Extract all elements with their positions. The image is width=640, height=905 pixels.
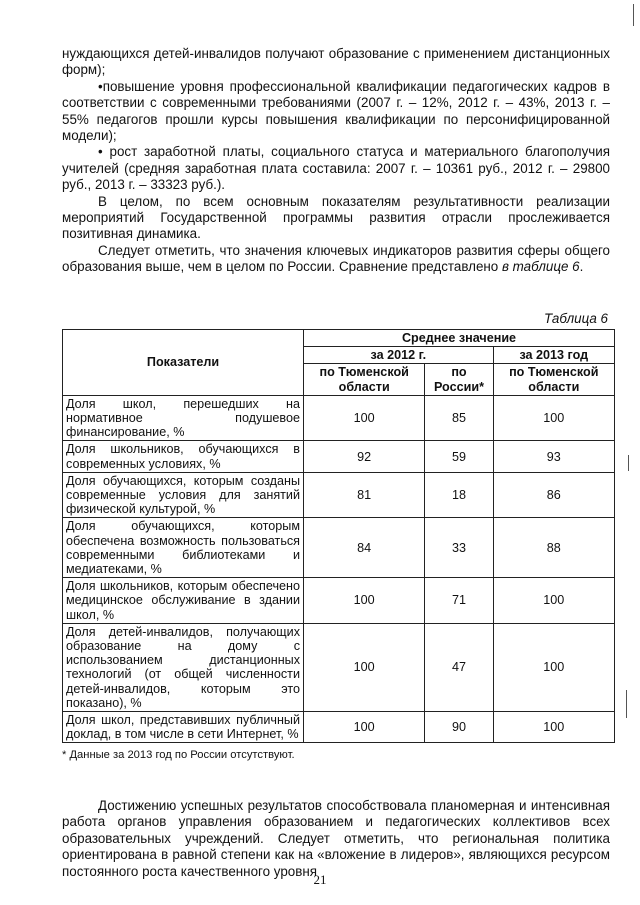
table-row — [63, 472, 615, 518]
cell-tyumen-2013: 86 — [493, 472, 614, 518]
cell-tyumen-2013: 100 — [493, 623, 614, 711]
cell-tyumen-2012: 81 — [304, 472, 425, 518]
cell-russia-2012: 90 — [425, 712, 493, 743]
scan-mark — [626, 690, 627, 718]
table-row — [63, 441, 615, 472]
paragraph-end: . — [579, 259, 584, 275]
header-average: Среднее значение — [304, 330, 615, 347]
top-text-block — [62, 46, 610, 276]
paragraph-text: Следует отметить, что значения ключевых индикаторов развития сферы общего образования выше, чем в целом по России. Сравнение представлено — [62, 242, 610, 275]
cell-tyumen-2013: 88 — [493, 518, 614, 578]
paragraph: • рост заработной платы, социального статуса и материального благополучия учителей (средняя заработная плата составила: 2007 г. – 10361 руб., 2012 г. – 29800 руб., 2013 г. – 33323 руб.). — [62, 144, 610, 193]
cell-tyumen-2012: 84 — [304, 518, 425, 578]
paragraph: Достижению успешных результатов способствовала планомерная и интенсивная работа органов управления образованием и педагогических коллективов всех образовательных учреждений. Следует отметить, что региональная политика ориентирована в равной степени как на «вложение в лидеров», являющихся ресурсом постоянного роста качественного уровня — [62, 798, 610, 879]
row-label: Доля школьников, обучающихся в современных условиях, % — [63, 441, 304, 472]
header-tyumen-2012: по Тюменской области — [304, 364, 425, 395]
table-caption: Таблица 6 — [544, 311, 608, 326]
cell-tyumen-2012: 92 — [304, 441, 425, 472]
row-label: Доля школ, перешедших на нормативное подушевое финансирование, % — [63, 395, 304, 441]
cell-tyumen-2012: 100 — [304, 578, 425, 624]
table-row — [63, 395, 615, 441]
cell-tyumen-2013: 93 — [493, 441, 614, 472]
scan-mark — [633, 4, 634, 26]
bottom-text-block — [62, 798, 610, 880]
paragraph: В целом, по всем основным показателям результативности реализации мероприятий Государственной программы развития отрасли прослеживается позитивная динамика. — [62, 193, 610, 242]
table-row — [63, 578, 615, 624]
comparison-table — [62, 329, 615, 743]
header-2013: за 2013 год — [493, 347, 614, 364]
cell-tyumen-2012: 100 — [304, 623, 425, 711]
cell-russia-2012: 71 — [425, 578, 493, 624]
cell-russia-2012: 33 — [425, 518, 493, 578]
row-label: Доля детей-инвалидов, получающих образование на дому с использованием дистанционных технологий (от общей численности детей-инвалидов, которым это показано), % — [63, 623, 304, 711]
table-reference: в таблице 6 — [501, 259, 580, 275]
cell-russia-2012: 18 — [425, 472, 493, 518]
row-label: Доля школ, представивших публичный доклад, в том числе в сети Интернет, % — [63, 712, 304, 743]
cell-tyumen-2013: 100 — [493, 712, 614, 743]
cell-tyumen-2013: 100 — [493, 395, 614, 441]
paragraph: •повышение уровня профессиональной квалификации педагогических кадров в соответствии с современными требованиями (2007 г. – 12%, 2012 г. – 43%, 2013 г. – 55% педагогов прошли курсы повышения квалификации по персонифицированной модели); — [62, 78, 610, 144]
cell-tyumen-2012: 100 — [304, 395, 425, 441]
header-indicators: Показатели — [63, 330, 304, 396]
cell-russia-2012: 59 — [425, 441, 493, 472]
header-tyumen-2013: по Тюменской области — [493, 364, 614, 395]
cell-russia-2012: 85 — [425, 395, 493, 441]
header-2012: за 2012 г. — [304, 347, 494, 364]
table-footnote: * Данные за 2013 год по России отсутствуют. — [62, 749, 295, 761]
table-row — [63, 712, 615, 743]
scan-mark — [628, 455, 629, 471]
row-label: Доля обучающихся, которым обеспечена возможность пользоваться современными библиотеками и медиатеками, % — [63, 518, 304, 578]
cell-tyumen-2012: 100 — [304, 712, 425, 743]
table-row — [63, 518, 615, 578]
row-label: Доля обучающихся, которым созданы современные условия для занятий физической культурой, % — [63, 472, 304, 518]
header-russia-2012: по России* — [425, 364, 493, 395]
paragraph — [62, 243, 610, 276]
paragraph: нуждающихся детей-инвалидов получают образование с применением дистанционных форм); — [62, 46, 610, 78]
page-number: 21 — [313, 872, 327, 887]
table-row — [63, 623, 615, 711]
cell-tyumen-2013: 100 — [493, 578, 614, 624]
row-label: Доля школьников, которым обеспечено медицинское обслуживание в здании школ, % — [63, 578, 304, 624]
cell-russia-2012: 47 — [425, 623, 493, 711]
